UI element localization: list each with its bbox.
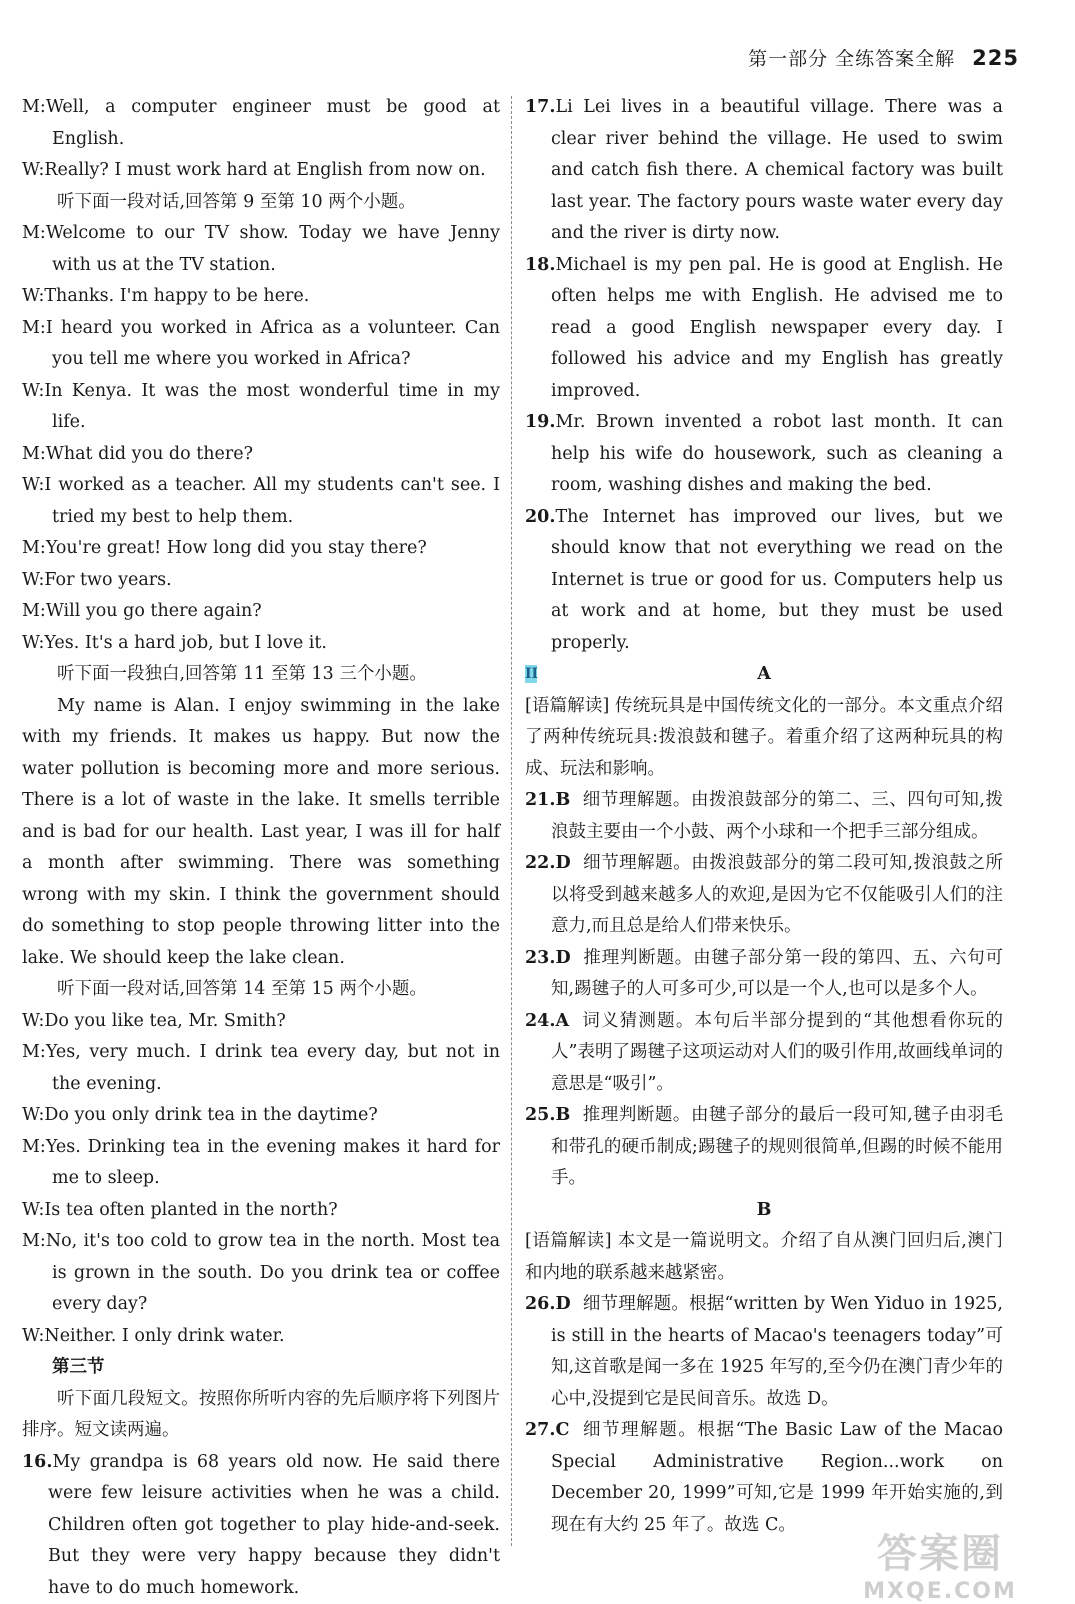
answer-item (525, 1006, 1003, 1101)
listening-item (525, 250, 1003, 408)
speaker-label: M: (22, 1231, 46, 1251)
instruction-14-15: 听下面一段对话,回答第 14 至第 15 两个小题。 (22, 974, 500, 1006)
part-b-intro: [语篇解读] 本文是一篇说明文。介绍了自从澳门回归后,澳门和内地的联系越来越紧密。 (525, 1226, 1003, 1289)
speaker-label: W: (22, 633, 44, 653)
item-number: 17. (525, 97, 555, 117)
dialogue-text: Do you like tea, Mr. Smith? (44, 1011, 285, 1031)
dialogue-line (22, 533, 500, 565)
dialogue-text: Thanks. I'm happy to be here. (44, 286, 309, 306)
speaker-label: M: (22, 97, 46, 117)
part-a-title: A (757, 664, 771, 684)
item-number: 18. (525, 255, 555, 275)
speaker-label: M: (22, 601, 46, 621)
answer-text: 细节理解题。由拨浪鼓部分的第二、三、四句可知,拨浪鼓主要由一个小鼓、两个小球和一个把手三部分组成。 (551, 790, 1003, 842)
answers-a (525, 785, 1003, 1195)
answer-item (525, 848, 1003, 943)
dialogue-line (22, 1226, 500, 1321)
answer-item (525, 1100, 1003, 1195)
listening-text: Michael is my pen pal. He is good at English. He often helps me with English. He advised me to read a good English newspaper every day. I followed his advice and my English has greatly improved. (551, 255, 1003, 401)
dialogue-line (22, 281, 500, 313)
dialogue-text: No, it's too cold to grow tea in the north. Most tea is grown in the south. Do you drink tea or coffee every day? (46, 1231, 500, 1314)
dialogue-text: I heard you worked in Africa as a volunteer. Can you tell me where you worked in Africa? (46, 318, 500, 370)
listening-text: Mr. Brown invented a robot last month. It can help his wife do housework, such as cleaning a room, washing dishes and making the bed. (551, 412, 1003, 495)
answer-key: 26.D (525, 1294, 571, 1314)
answer-text: 推理判断题。由毽子部分第一段的第四、五、六句可知,踢毽子的人可多可少,可以是一个人,也可以是多个人。 (551, 948, 1003, 1000)
answer-text: 细节理解题。根据“The Basic Law of the Macao Special Administrative Region...work on December 20, 1999”可知,它是 1999 年开始实施的,到现在有大约 25 年了。故选 C。 (551, 1420, 1003, 1535)
instruction-9-10: 听下面一段对话,回答第 9 至第 10 两个小题。 (22, 187, 500, 219)
dialogue-text: Welcome to our TV show. Today we have Jenny with us at the TV station. (46, 223, 500, 275)
part-b-title: B (757, 1200, 772, 1220)
dialogue-line (22, 1100, 500, 1132)
speaker-label: M: (22, 538, 46, 558)
dialogue-3 (22, 1006, 500, 1353)
question-text: My grandpa is 68 years old now. He said there were few leisure activities when he was a child. Children often got together to play hide-and-seek. But they were very happy because they didn't have to do much homework. (48, 1452, 500, 1598)
watermark-bottom: MXQE.COM (835, 1579, 1045, 1604)
answer-item (525, 943, 1003, 1006)
answer-text: 细节理解题。由拨浪鼓部分的第二段可知,拨浪鼓之所以将受到越来越多人的欢迎,是因为它不仅能吸引人们的注意力,而且总是给人们带来快乐。 (551, 853, 1003, 936)
watermark-top: 答案圈 (835, 1522, 1045, 1579)
dialogue-line (22, 470, 500, 533)
listening-text: The Internet has improved our lives, but we should know that not everything we read on the Internet is true or good for us. Computers help us at work and at home, but they must be used properly. (551, 507, 1003, 653)
dialogue-line (22, 92, 500, 155)
listening-item (525, 502, 1003, 660)
right-column (525, 92, 1003, 1541)
speaker-label: M: (22, 1137, 46, 1157)
part-number-badge: II (525, 665, 537, 683)
dialogue-line (22, 218, 500, 281)
dialogue-text: Really? I must work hard at English from now on. (44, 160, 485, 180)
answer-text: 细节理解题。根据“written by Wen Yiduo in 1925, is still in the hearts of Macao's teenagers today”可知,这首歌是闻一多在 1925 年写的,至今仍在澳门青少年的心中,没提到它是民间音乐。故选 D。 (551, 1294, 1003, 1409)
answer-item (525, 785, 1003, 848)
header-section: 第一部分 全练答案全解 (748, 48, 955, 70)
dialogue-line (22, 1321, 500, 1353)
part-b-heading (525, 1195, 1003, 1227)
dialogue-line (22, 1037, 500, 1100)
section-3-instruction: 听下面几段短文。按照你所听内容的先后顺序将下列图片排序。短文读两遍。 (22, 1384, 500, 1447)
page-header (748, 44, 1019, 71)
dialogue-line (22, 628, 500, 660)
column-divider (511, 96, 512, 1546)
speaker-label: M: (22, 223, 46, 243)
instruction-11-13: 听下面一段独白,回答第 11 至第 13 三个小题。 (22, 659, 500, 691)
dialogue-text: Yes. It's a hard job, but I love it. (44, 633, 327, 653)
speaker-label: M: (22, 1042, 46, 1062)
dialogue-line (22, 439, 500, 471)
dialogue-text: For two years. (44, 570, 171, 590)
speaker-label: W: (22, 286, 44, 306)
dialogue-1 (22, 92, 500, 187)
speaker-label: W: (22, 1326, 44, 1346)
answer-key: 25.B (525, 1105, 570, 1125)
answer-key: 24.A (525, 1011, 569, 1031)
dialogue-text: What did you do there? (46, 444, 253, 464)
section-3-title: 第三节 (22, 1352, 500, 1384)
dialogue-text: Well, a computer engineer must be good at English. (46, 97, 500, 149)
dialogue-2 (22, 218, 500, 659)
dialogue-line (22, 376, 500, 439)
answer-key: 21.B (525, 790, 570, 810)
speaker-label: M: (22, 318, 46, 338)
item-number: 20. (525, 507, 555, 527)
answer-key: 27.C (525, 1420, 569, 1440)
dialogue-text: Do you only drink tea in the daytime? (44, 1105, 377, 1125)
dialogue-line (22, 1006, 500, 1038)
left-column (22, 92, 500, 1604)
dialogue-line (22, 313, 500, 376)
question-number: 16. (22, 1452, 52, 1472)
answer-key: 22.D (525, 853, 571, 873)
speaker-label: W: (22, 1105, 44, 1125)
speaker-label: W: (22, 475, 44, 495)
dialogue-text: In Kenya. It was the most wonderful time in my life. (44, 381, 500, 433)
listening-items (525, 92, 1003, 659)
listening-item (525, 92, 1003, 250)
speaker-label: W: (22, 1200, 44, 1220)
speaker-label: M: (22, 444, 46, 464)
dialogue-text: Is tea often planted in the north? (44, 1200, 337, 1220)
dialogue-line (22, 596, 500, 628)
speaker-label: W: (22, 160, 44, 180)
answer-item (525, 1289, 1003, 1415)
dialogue-line (22, 155, 500, 187)
listening-item (525, 407, 1003, 502)
answer-text: 词义猜测题。本句后半部分提到的“其他想看你玩的人”表明了踢毽子这项运动对人们的吸引作用,故画线单词的意思是“吸引”。 (551, 1011, 1003, 1094)
speaker-label: W: (22, 570, 44, 590)
dialogue-text: Neither. I only drink water. (44, 1326, 284, 1346)
listening-text: Li Lei lives in a beautiful village. There was a clear river behind the village. He used to swim and catch fish there. A chemical factory was built last year. The factory pours waste water every day and the river is dirty now. (551, 97, 1003, 243)
part-a-heading (525, 659, 1003, 691)
dialogue-line (22, 565, 500, 597)
monologue: My name is Alan. I enjoy swimming in the lake with my friends. It makes us happy. But now the water pollution is becoming more and more serious. There is a lot of waste in the lake. It smells terrible and is bad for our health. Last year, I was ill for half a month after swimming. There was something wrong with my skin. I think the government should do something to stop people throwing litter into the lake. We should keep the lake clean. (22, 691, 500, 975)
dialogue-text: I worked as a teacher. All my students can't see. I tried my best to help them. (44, 475, 500, 527)
dialogue-text: Yes. Drinking tea in the evening makes it hard for me to sleep. (46, 1137, 500, 1189)
answers-b (525, 1289, 1003, 1541)
part-a-intro: [语篇解读] 传统玩具是中国传统文化的一部分。本文重点介绍了两种传统玩具:拨浪鼓和毽子。着重介绍了这两种玩具的构成、玩法和影响。 (525, 691, 1003, 786)
answer-key: 23.D (525, 948, 571, 968)
dialogue-line (22, 1195, 500, 1227)
watermark-logo (835, 1522, 1045, 1592)
dialogue-text: You're great! How long did you stay there? (46, 538, 427, 558)
question-16 (22, 1447, 500, 1604)
dialogue-line (22, 1132, 500, 1195)
speaker-label: W: (22, 1011, 44, 1031)
item-number: 19. (525, 412, 555, 432)
page-number: 225 (972, 46, 1019, 70)
speaker-label: W: (22, 381, 44, 401)
dialogue-text: Yes, very much. I drink tea every day, but not in the evening. (46, 1042, 500, 1094)
dialogue-text: Will you go there again? (46, 601, 262, 621)
answer-text: 推理判断题。由毽子部分的最后一段可知,毽子由羽毛和带孔的硬币制成;踢毽子的规则很简单,但踢的时候不能用手。 (551, 1105, 1003, 1188)
